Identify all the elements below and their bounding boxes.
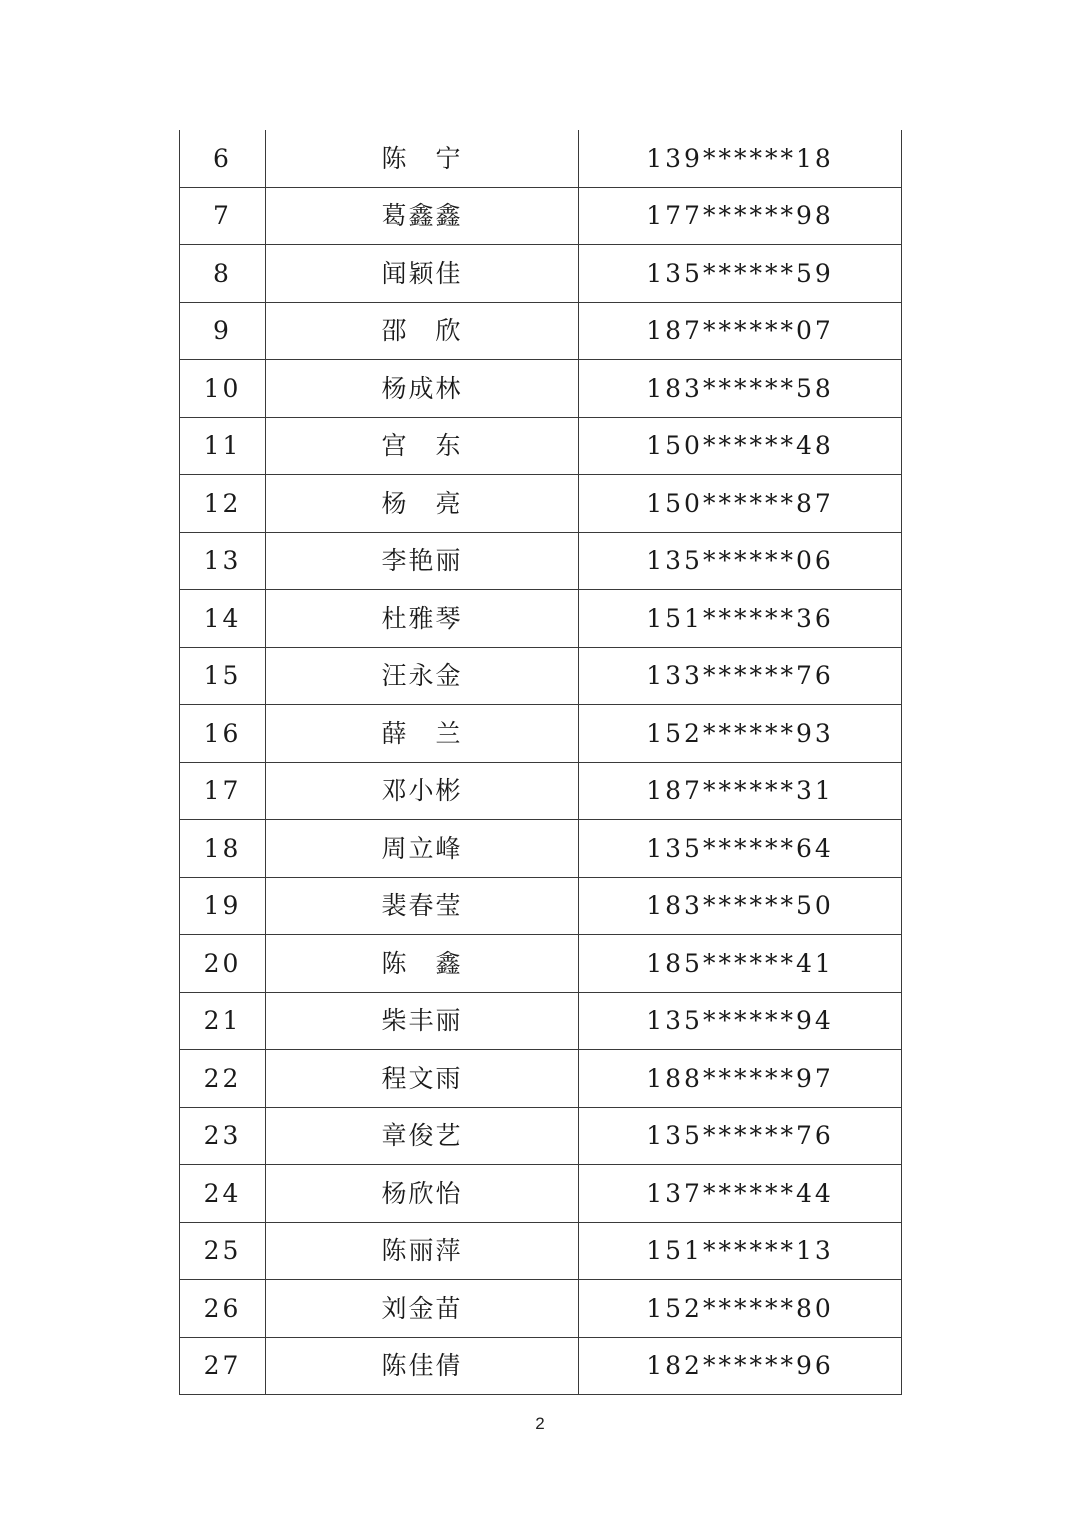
roster-body	[180, 130, 902, 1395]
phone-cell: 135******94	[579, 992, 902, 1050]
name-cell: 陈 宁	[266, 130, 579, 187]
table-row	[180, 1050, 902, 1108]
table-row	[180, 992, 902, 1050]
phone-cell: 177******98	[579, 187, 902, 245]
table-row	[180, 762, 902, 820]
phone-cell: 137******44	[579, 1165, 902, 1223]
phone-cell: 187******31	[579, 762, 902, 820]
name-cell: 杨欣怡	[266, 1165, 579, 1223]
name-cell: 宫 东	[266, 417, 579, 475]
row-number-cell: 21	[180, 992, 266, 1050]
row-number-cell: 25	[180, 1222, 266, 1280]
row-number-cell: 10	[180, 360, 266, 418]
phone-cell: 133******76	[579, 647, 902, 705]
phone-cell: 185******41	[579, 935, 902, 993]
row-number-cell: 22	[180, 1050, 266, 1108]
table-row	[180, 1337, 902, 1395]
name-cell: 闻颖佳	[266, 245, 579, 303]
name-cell: 陈 鑫	[266, 935, 579, 993]
name-cell: 刘金苗	[266, 1280, 579, 1338]
name-cell: 柴丰丽	[266, 992, 579, 1050]
phone-cell: 188******97	[579, 1050, 902, 1108]
row-number-cell: 15	[180, 647, 266, 705]
name-cell: 陈佳倩	[266, 1337, 579, 1395]
phone-cell: 151******13	[579, 1222, 902, 1280]
phone-cell: 183******58	[579, 360, 902, 418]
phone-cell: 135******76	[579, 1107, 902, 1165]
name-cell: 章俊艺	[266, 1107, 579, 1165]
row-number-cell: 26	[180, 1280, 266, 1338]
table-row	[180, 1107, 902, 1165]
phone-cell: 135******06	[579, 532, 902, 590]
name-cell: 葛鑫鑫	[266, 187, 579, 245]
table-row	[180, 820, 902, 878]
name-cell: 陈丽萍	[266, 1222, 579, 1280]
phone-cell: 150******48	[579, 417, 902, 475]
phone-cell: 150******87	[579, 475, 902, 533]
row-number-cell: 8	[180, 245, 266, 303]
table-row	[180, 130, 902, 187]
phone-cell: 183******50	[579, 877, 902, 935]
table-row	[180, 1280, 902, 1338]
row-number-cell: 17	[180, 762, 266, 820]
name-cell: 汪永金	[266, 647, 579, 705]
table-row	[180, 590, 902, 648]
table-row	[180, 475, 902, 533]
name-cell: 邵 欣	[266, 302, 579, 360]
row-number-cell: 16	[180, 705, 266, 763]
row-number-cell: 27	[180, 1337, 266, 1395]
table-row	[180, 647, 902, 705]
phone-cell: 139******18	[579, 130, 902, 187]
row-number-cell: 19	[180, 877, 266, 935]
table-row	[180, 877, 902, 935]
table-row	[180, 705, 902, 763]
table-row	[180, 245, 902, 303]
table-row	[180, 187, 902, 245]
row-number-cell: 24	[180, 1165, 266, 1223]
name-cell: 杨成林	[266, 360, 579, 418]
row-number-cell: 12	[180, 475, 266, 533]
page-number: 2	[535, 1414, 545, 1433]
row-number-cell: 7	[180, 187, 266, 245]
name-cell: 周立峰	[266, 820, 579, 878]
row-number-cell: 18	[180, 820, 266, 878]
phone-cell: 187******07	[579, 302, 902, 360]
row-number-cell: 14	[180, 590, 266, 648]
roster-table	[179, 130, 902, 1395]
row-number-cell: 13	[180, 532, 266, 590]
table-row	[180, 935, 902, 993]
name-cell: 杜雅琴	[266, 590, 579, 648]
phone-cell: 182******96	[579, 1337, 902, 1395]
name-cell: 邓小彬	[266, 762, 579, 820]
row-number-cell: 20	[180, 935, 266, 993]
table-row	[180, 532, 902, 590]
row-number-cell: 23	[180, 1107, 266, 1165]
name-cell: 李艳丽	[266, 532, 579, 590]
name-cell: 程文雨	[266, 1050, 579, 1108]
row-number-cell: 6	[180, 130, 266, 187]
row-number-cell: 9	[180, 302, 266, 360]
table-row	[180, 302, 902, 360]
phone-cell: 152******93	[579, 705, 902, 763]
row-number-cell: 11	[180, 417, 266, 475]
table-row	[180, 417, 902, 475]
name-cell: 杨 亮	[266, 475, 579, 533]
phone-cell: 135******64	[579, 820, 902, 878]
phone-cell: 135******59	[579, 245, 902, 303]
table-row	[180, 360, 902, 418]
table-row	[180, 1222, 902, 1280]
table-row	[180, 1165, 902, 1223]
name-cell: 裴春莹	[266, 877, 579, 935]
phone-cell: 152******80	[579, 1280, 902, 1338]
phone-cell: 151******36	[579, 590, 902, 648]
name-cell: 薛 兰	[266, 705, 579, 763]
